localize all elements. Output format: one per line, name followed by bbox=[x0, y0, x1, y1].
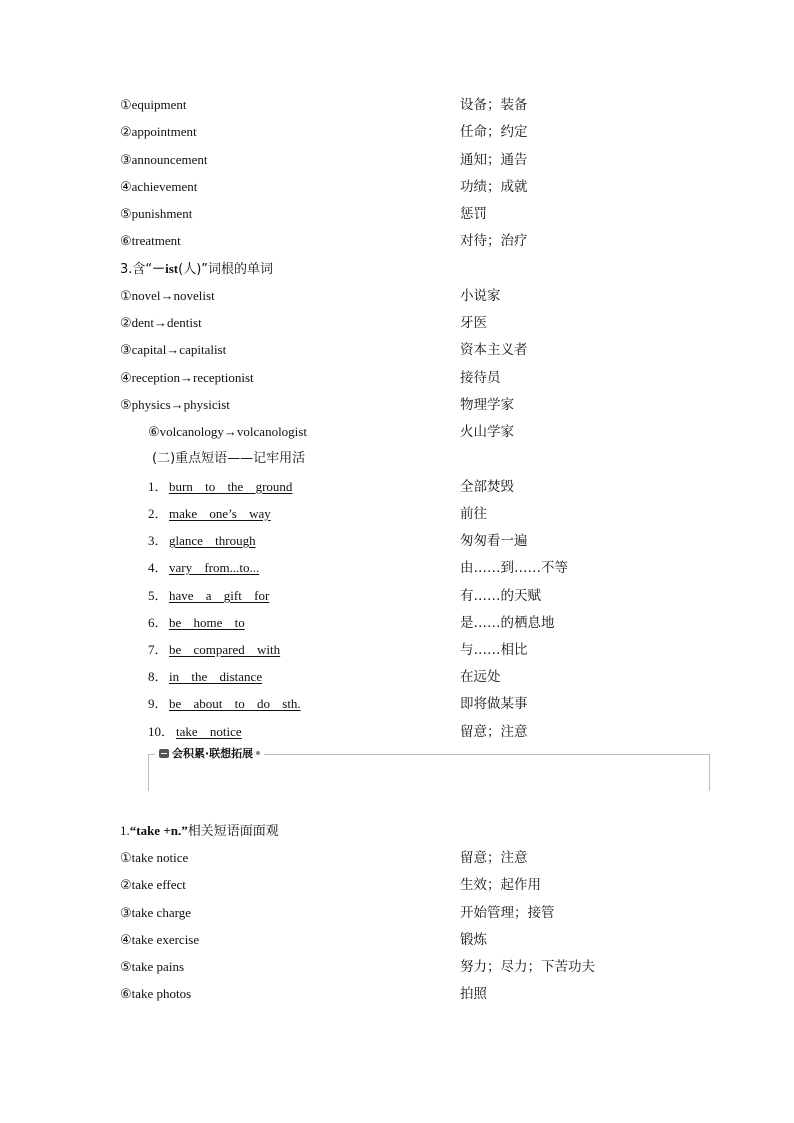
word-en: ④reception→receptionist bbox=[120, 370, 254, 385]
word-zh: 功绩；成就 bbox=[460, 179, 528, 195]
phrase-en: be home to bbox=[169, 615, 245, 630]
word-zh: 任命；约定 bbox=[460, 124, 528, 140]
list-item bbox=[120, 176, 680, 198]
phrase-zh: 生效；起作用 bbox=[460, 877, 541, 893]
list-item bbox=[148, 421, 680, 443]
phrase-number: 5． bbox=[148, 588, 168, 603]
phrase-en: ⑤take pains bbox=[120, 959, 184, 974]
phrase-number: 10． bbox=[148, 724, 175, 739]
word-zh: 小说家 bbox=[460, 288, 501, 304]
phrase-zh: 即将做某事 bbox=[460, 696, 528, 712]
phrase-zh: 留意；注意 bbox=[460, 724, 528, 740]
list-item bbox=[120, 902, 680, 924]
list-item bbox=[120, 929, 680, 951]
word-en: ①equipment bbox=[120, 97, 187, 112]
phrase-row bbox=[148, 476, 680, 498]
phrase-zh: 前往 bbox=[460, 506, 487, 522]
phrase-en: burn to the ground bbox=[169, 479, 293, 494]
list-item bbox=[120, 230, 680, 252]
word-zh: 对待；治疗 bbox=[460, 233, 528, 249]
phrase-en: vary from...to... bbox=[169, 560, 260, 575]
list-item bbox=[120, 339, 680, 361]
word-en: ①novel→novelist bbox=[120, 288, 215, 303]
phrase-zh: 努力；尽力；下苦功夫 bbox=[460, 959, 595, 975]
phrase-row bbox=[148, 503, 680, 525]
list-item bbox=[120, 874, 680, 896]
phrase-en: make one’s way bbox=[169, 506, 271, 521]
word-zh: 接待员 bbox=[460, 370, 501, 386]
list-item bbox=[120, 121, 680, 143]
word-en: ③announcement bbox=[120, 152, 208, 167]
list-item bbox=[120, 203, 680, 225]
word-en: ⑤physics→physicist bbox=[120, 397, 230, 412]
phrase-zh: 锻炼 bbox=[460, 932, 487, 948]
phrases-heading: (二)重点短语——记牢用活 bbox=[152, 451, 306, 466]
phrase-number: 8． bbox=[148, 669, 168, 684]
word-zh: 火山学家 bbox=[460, 424, 514, 440]
word-zh: 惩罚 bbox=[460, 206, 487, 222]
expansion-box bbox=[148, 747, 710, 791]
phrase-zh: 由……到……不等 bbox=[460, 560, 568, 576]
list-item bbox=[120, 149, 680, 171]
phrase-en: in the distance bbox=[169, 669, 263, 684]
word-en: ②dent→dentist bbox=[120, 315, 202, 330]
list-item bbox=[120, 94, 680, 116]
phrase-zh: 在远处 bbox=[460, 669, 501, 685]
list-item bbox=[120, 367, 680, 389]
list-item bbox=[120, 983, 680, 1005]
section-heading: 3.含“－ist(人)”词根的单词 bbox=[120, 261, 274, 277]
phrase-en: ①take notice bbox=[120, 850, 189, 865]
phrase-row bbox=[148, 585, 680, 607]
word-zh: 物理学家 bbox=[460, 397, 514, 413]
phrase-row bbox=[148, 557, 680, 579]
phrase-zh: 全部焚毁 bbox=[460, 479, 514, 495]
phrase-en: glance through bbox=[169, 533, 256, 548]
phrase-zh: 匆匆看一遍 bbox=[460, 533, 528, 549]
phrase-row bbox=[148, 639, 680, 661]
word-zh: 资本主义者 bbox=[460, 342, 528, 358]
phrase-en: be compared with bbox=[169, 642, 281, 657]
phrase-en: have a gift for bbox=[169, 588, 270, 603]
list-item bbox=[120, 394, 680, 416]
list-item bbox=[120, 847, 680, 869]
word-en: ④achievement bbox=[120, 179, 198, 194]
phrase-number: 7． bbox=[148, 642, 168, 657]
phrase-en: ③take charge bbox=[120, 905, 191, 920]
word-en: ⑥volcanology→volcanologist bbox=[148, 424, 307, 439]
word-zh: 牙医 bbox=[460, 315, 487, 331]
phrase-en: ②take effect bbox=[120, 877, 186, 892]
phrase-zh: 有……的天赋 bbox=[460, 588, 541, 604]
phrase-zh: 留意；注意 bbox=[460, 850, 528, 866]
note-icon bbox=[159, 749, 169, 758]
word-en: ⑤punishment bbox=[120, 206, 193, 221]
phrase-en: be about to do sth. bbox=[169, 696, 301, 711]
word-zh: 设备；装备 bbox=[460, 97, 528, 113]
take-section-heading: 1.“take +n.”相关短语面面观 bbox=[120, 823, 279, 839]
phrase-number: 2． bbox=[148, 506, 168, 521]
phrase-row bbox=[148, 693, 680, 715]
phrase-number: 6． bbox=[148, 615, 168, 630]
phrase-en: take notice bbox=[176, 724, 242, 739]
list-item bbox=[120, 312, 680, 334]
phrase-zh: 是……的栖息地 bbox=[460, 615, 555, 631]
phrase-en: ④take exercise bbox=[120, 932, 200, 947]
phrase-row bbox=[148, 612, 680, 634]
word-en: ③capital→capitalist bbox=[120, 342, 227, 357]
phrase-number: 3． bbox=[148, 533, 168, 548]
expansion-box-label: 会积累·联想拓展 bbox=[155, 746, 264, 762]
phrase-zh: 拍照 bbox=[460, 986, 487, 1002]
word-en: ⑥treatment bbox=[120, 233, 181, 248]
phrase-number: 1． bbox=[148, 479, 168, 494]
list-item bbox=[120, 285, 680, 307]
phrase-number: 4． bbox=[148, 560, 168, 575]
phrase-row bbox=[148, 666, 680, 688]
phrase-en: ⑥take photos bbox=[120, 986, 192, 1001]
dot-icon bbox=[256, 751, 260, 755]
phrase-zh: 开始管理；接管 bbox=[460, 905, 555, 921]
word-en: ②appointment bbox=[120, 124, 197, 139]
phrase-row bbox=[148, 721, 680, 743]
phrase-row bbox=[148, 530, 680, 552]
word-zh: 通知；通告 bbox=[460, 152, 528, 168]
phrase-number: 9． bbox=[148, 696, 168, 711]
list-item bbox=[120, 956, 680, 978]
phrase-zh: 与……相比 bbox=[460, 642, 528, 658]
